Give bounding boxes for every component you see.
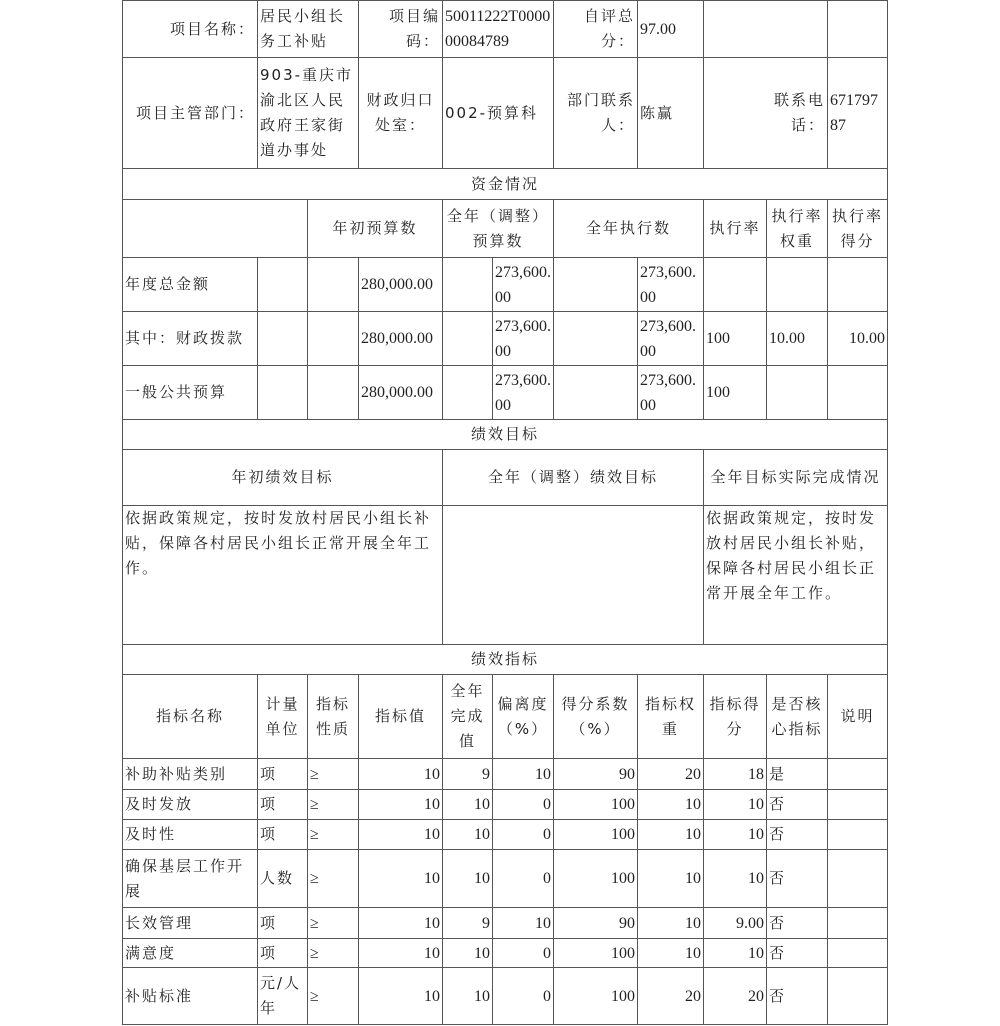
target-value: 10 xyxy=(359,759,443,790)
rate-value: 100 xyxy=(704,312,767,366)
nature-value: ≥ xyxy=(308,939,359,968)
indicator-name: 及时发放 xyxy=(123,790,258,820)
actual-value: 10 xyxy=(443,820,493,850)
goals-header-row xyxy=(123,450,888,506)
performance-evaluation-table xyxy=(122,0,888,1025)
core-value: 否 xyxy=(767,968,828,1025)
self-score-value: 97.00 xyxy=(638,1,704,58)
actual-value: 9 xyxy=(443,908,493,939)
deviation-value: 0 xyxy=(493,790,554,820)
goals-section-row xyxy=(123,420,888,450)
core-header: 是否核心指标 xyxy=(767,675,828,759)
actual-goal-header: 全年目标实际完成情况 xyxy=(704,450,888,506)
rate-weight-value xyxy=(767,366,828,420)
adjusted-goal-text xyxy=(443,506,704,645)
note-value xyxy=(828,790,888,820)
nature-value: ≥ xyxy=(308,820,359,850)
goals-content-row xyxy=(123,506,888,645)
project-code-value: 50011222T000000084789 xyxy=(443,1,554,58)
initial-goal-header: 年初绩效目标 xyxy=(123,450,443,506)
empty-cell xyxy=(554,366,638,420)
core-value: 否 xyxy=(767,790,828,820)
funds-row-label: 一般公共预算 xyxy=(123,366,258,420)
target-value: 10 xyxy=(359,908,443,939)
coef-value: 100 xyxy=(554,850,638,908)
funds-row-label: 其中：财政拨款 xyxy=(123,312,258,366)
indicators-section-title: 绩效指标 xyxy=(123,645,888,675)
actual-value: 10 xyxy=(443,939,493,968)
weight-value: 10 xyxy=(638,850,704,908)
contact-value: 陈赢 xyxy=(638,58,704,169)
executed-value: 273,600.00 xyxy=(638,258,704,312)
note-value xyxy=(828,820,888,850)
rate-score-value: 10.00 xyxy=(828,312,888,366)
coef-value: 100 xyxy=(554,790,638,820)
empty-cell xyxy=(443,258,493,312)
nature-value: ≥ xyxy=(308,790,359,820)
adjusted-budget-header: 全年（调整）预算数 xyxy=(443,200,554,258)
unit-value: 项 xyxy=(258,759,308,790)
rate-score-header: 执行率得分 xyxy=(828,200,888,258)
core-value: 是 xyxy=(767,759,828,790)
rate-weight-value: 10.00 xyxy=(767,312,828,366)
dept-value: 903-重庆市渝北区人民政府王家街道办事处 xyxy=(258,58,359,169)
funds-row xyxy=(123,366,888,420)
contact-label: 部门联系人： xyxy=(554,58,638,169)
executed-value: 273,600.00 xyxy=(638,312,704,366)
actual-value: 10 xyxy=(443,850,493,908)
goals-section-title: 绩效目标 xyxy=(123,420,888,450)
indicator-name: 长效管理 xyxy=(123,908,258,939)
rate-header: 执行率 xyxy=(704,200,767,258)
project-info-row-2 xyxy=(123,58,888,169)
core-value: 否 xyxy=(767,850,828,908)
adjusted-budget-value: 273,600.00 xyxy=(493,366,554,420)
indicator-row xyxy=(123,759,888,790)
target-value: 10 xyxy=(359,850,443,908)
deviation-value: 0 xyxy=(493,939,554,968)
project-code-label: 项目编码： xyxy=(359,1,443,58)
weight-value: 10 xyxy=(638,790,704,820)
empty-cell xyxy=(704,1,828,58)
finance-office-label: 财政归口处室： xyxy=(359,58,443,169)
funds-section-row xyxy=(123,169,888,200)
note-value xyxy=(828,759,888,790)
indicator-rows xyxy=(123,759,888,1025)
indicator-name: 补贴标准 xyxy=(123,968,258,1025)
funds-header-row xyxy=(123,200,888,258)
score-value: 20 xyxy=(704,968,767,1025)
weight-value: 20 xyxy=(638,968,704,1025)
nature-value: ≥ xyxy=(308,759,359,790)
indicator-name: 及时性 xyxy=(123,820,258,850)
empty-cell xyxy=(258,366,308,420)
actual-goal-text: 依据政策规定，按时发放村居民小组长补贴，保障各村居民小组长正常开展全年工作。 xyxy=(704,506,888,645)
rate-weight-value xyxy=(767,258,828,312)
note-value xyxy=(828,850,888,908)
actual-value: 10 xyxy=(443,790,493,820)
note-value xyxy=(828,939,888,968)
indicator-row xyxy=(123,850,888,908)
nature-value: ≥ xyxy=(308,850,359,908)
indicator-row xyxy=(123,908,888,939)
empty-cell xyxy=(308,366,359,420)
empty-cell xyxy=(554,312,638,366)
funds-section-title: 资金情况 xyxy=(123,169,888,200)
rate-value: 100 xyxy=(704,366,767,420)
empty-cell xyxy=(443,366,493,420)
score-value: 10 xyxy=(704,820,767,850)
indicators-section-row xyxy=(123,645,888,675)
target-value: 10 xyxy=(359,820,443,850)
project-name-value: 居民小组长务工补贴 xyxy=(258,1,359,58)
initial-budget-value: 280,000.00 xyxy=(359,312,443,366)
unit-header: 计量单位 xyxy=(258,675,308,759)
weight-value: 20 xyxy=(638,759,704,790)
executed-value: 273,600.00 xyxy=(638,366,704,420)
nature-header: 指标性质 xyxy=(308,675,359,759)
indicator-name: 补助补贴类别 xyxy=(123,759,258,790)
target-value: 10 xyxy=(359,790,443,820)
phone-value: 67179787 xyxy=(828,58,888,169)
finance-office-value: 002-预算科 xyxy=(443,58,554,169)
weight-value: 10 xyxy=(638,820,704,850)
score-value: 10 xyxy=(704,850,767,908)
project-name-label: 项目名称： xyxy=(123,1,258,58)
coef-value: 100 xyxy=(554,939,638,968)
coef-value: 90 xyxy=(554,759,638,790)
empty-cell xyxy=(308,312,359,366)
deviation-value: 0 xyxy=(493,850,554,908)
deviation-value: 10 xyxy=(493,759,554,790)
indicator-name: 满意度 xyxy=(123,939,258,968)
funds-row xyxy=(123,258,888,312)
actual-header: 全年完成值 xyxy=(443,675,493,759)
empty-cell xyxy=(554,258,638,312)
actual-value: 10 xyxy=(443,968,493,1025)
unit-value: 项 xyxy=(258,790,308,820)
actual-value: 9 xyxy=(443,759,493,790)
adjusted-goal-header: 全年（调整）绩效目标 xyxy=(443,450,704,506)
indicator-name-header: 指标名称 xyxy=(123,675,258,759)
score-header: 指标得分 xyxy=(704,675,767,759)
nature-value: ≥ xyxy=(308,908,359,939)
indicator-row xyxy=(123,790,888,820)
indicators-header-row xyxy=(123,675,888,759)
phone-label: 联系电话： xyxy=(704,58,828,169)
initial-budget-header: 年初预算数 xyxy=(308,200,443,258)
target-value: 10 xyxy=(359,939,443,968)
empty-cell xyxy=(123,200,308,258)
empty-cell xyxy=(828,1,888,58)
score-value: 18 xyxy=(704,759,767,790)
deviation-value: 10 xyxy=(493,908,554,939)
dept-label: 项目主管部门： xyxy=(123,58,258,169)
indicator-row xyxy=(123,820,888,850)
unit-value: 项 xyxy=(258,820,308,850)
core-value: 否 xyxy=(767,939,828,968)
funds-row-label: 年度总金额 xyxy=(123,258,258,312)
note-value xyxy=(828,908,888,939)
rate-value xyxy=(704,258,767,312)
coef-header: 得分系数（%） xyxy=(554,675,638,759)
adjusted-budget-value: 273,600.00 xyxy=(493,258,554,312)
rate-score-value xyxy=(828,258,888,312)
funds-row xyxy=(123,312,888,366)
project-info-row-1 xyxy=(123,1,888,58)
score-value: 10 xyxy=(704,790,767,820)
unit-value: 人数 xyxy=(258,850,308,908)
empty-cell xyxy=(258,258,308,312)
indicator-row xyxy=(123,939,888,968)
adjusted-budget-value: 273,600.00 xyxy=(493,312,554,366)
weight-value: 10 xyxy=(638,939,704,968)
executed-header: 全年执行数 xyxy=(554,200,704,258)
initial-budget-value: 280,000.00 xyxy=(359,258,443,312)
target-header: 指标值 xyxy=(359,675,443,759)
unit-value: 元/人年 xyxy=(258,968,308,1025)
score-value: 9.00 xyxy=(704,908,767,939)
nature-value: ≥ xyxy=(308,968,359,1025)
coef-value: 100 xyxy=(554,820,638,850)
deviation-value: 0 xyxy=(493,968,554,1025)
empty-cell xyxy=(258,312,308,366)
empty-cell xyxy=(443,312,493,366)
empty-cell xyxy=(308,258,359,312)
note-header: 说明 xyxy=(828,675,888,759)
self-score-label: 自评总分： xyxy=(554,1,638,58)
weight-value: 10 xyxy=(638,908,704,939)
initial-goal-text: 依据政策规定，按时发放村居民小组长补贴，保障各村居民小组长正常开展全年工作。 xyxy=(123,506,443,645)
core-value: 否 xyxy=(767,908,828,939)
coef-value: 100 xyxy=(554,968,638,1025)
deviation-header: 偏离度（%） xyxy=(493,675,554,759)
note-value xyxy=(828,968,888,1025)
initial-budget-value: 280,000.00 xyxy=(359,366,443,420)
rate-weight-header: 执行率权重 xyxy=(767,200,828,258)
indicator-name: 确保基层工作开展 xyxy=(123,850,258,908)
indicator-row xyxy=(123,968,888,1025)
weight-header: 指标权重 xyxy=(638,675,704,759)
deviation-value: 0 xyxy=(493,820,554,850)
core-value: 否 xyxy=(767,820,828,850)
score-value: 10 xyxy=(704,939,767,968)
unit-value: 项 xyxy=(258,939,308,968)
unit-value: 项 xyxy=(258,908,308,939)
coef-value: 90 xyxy=(554,908,638,939)
target-value: 10 xyxy=(359,968,443,1025)
rate-score-value xyxy=(828,366,888,420)
